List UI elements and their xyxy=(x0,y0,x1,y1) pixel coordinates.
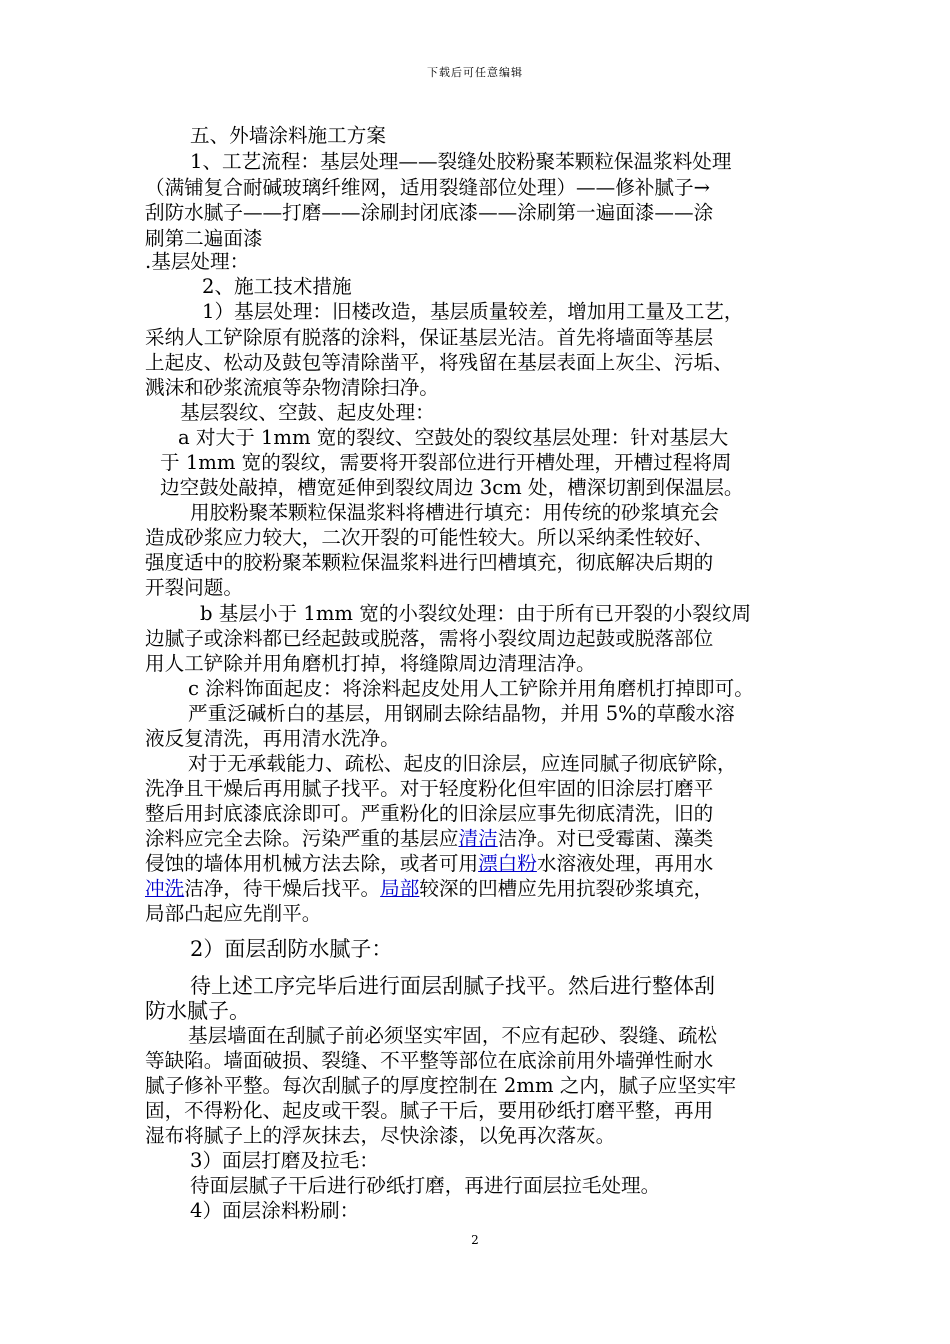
subsection-heading: 3）面层打磨及拉毛： xyxy=(190,1149,379,1172)
subsection-heading: 2、施工技术措施 xyxy=(202,275,352,298)
paragraph-line: 湿布将腻子上的浮灰抹去，尽快涂漆，以免再次落灰。 xyxy=(145,1124,616,1147)
text-run: 水溶液处理，再用水 xyxy=(536,852,714,875)
paragraph-line: 基层墙面在刮腻子前必须坚实牢固，不应有起砂、裂缝、疏松 xyxy=(188,1024,718,1047)
paragraph-line: 强度适中的胶粉聚苯颗粒保温浆料进行凹槽填充，彻底解决后期的 xyxy=(145,551,714,574)
page-number: 2 xyxy=(471,1233,479,1247)
text-run: 涂料应完全去除。污染严重的基层应 xyxy=(145,827,459,850)
paragraph-line: 采纳人工铲除原有脱落的涂料，保证基层光洁。首先将墙面等基层 xyxy=(145,326,714,349)
subsection-heading: 4）面层涂料粉刷： xyxy=(190,1199,360,1222)
paragraph-line: .基层处理： xyxy=(145,250,250,273)
paragraph-line: 等缺陷。墙面破损、裂缝、不平整等部位在底涂前用外墙弹性耐水 xyxy=(145,1049,714,1072)
paragraph-line: 基层裂纹、空鼓、起皮处理： xyxy=(180,401,435,424)
paragraph-line: 边腻子或涂料都已经起鼓或脱落，需将小裂纹周边起鼓或脱落部位 xyxy=(145,627,714,650)
paragraph-line: 用胶粉聚苯颗粒保温浆料将槽进行填充：用传统的砂浆填充会 xyxy=(190,501,720,524)
paragraph-line: b 基层小于 1mm 宽的小裂纹处理：由于所有已开裂的小裂纹周 xyxy=(200,602,752,625)
link-local[interactable]: 局部 xyxy=(380,877,420,900)
paragraph-line: 对于无承载能力、疏松、起皮的旧涂层，应连同腻子彻底铲除， xyxy=(188,752,737,775)
text-run: 洁净。对已受霉菌、藻类 xyxy=(497,827,714,850)
paragraph-line: 用人工铲除并用角磨机打掉，将缝隙周边清理洁净。 xyxy=(145,652,596,675)
page-header: 下载后可任意编辑 xyxy=(427,66,523,79)
text-run: 侵蚀的墙体用机械方法去除，或者可用 xyxy=(145,852,479,875)
paragraph-line xyxy=(145,827,825,851)
paragraph-line: 造成砂浆应力较大，二次开裂的可能性较大。所以采纳柔性较好、 xyxy=(145,526,714,549)
text-run: 洁净，待干燥后找平。 xyxy=(184,877,381,900)
paragraph-line: 1、工艺流程：基层处理——裂缝处胶粉聚苯颗粒保温浆料处理 xyxy=(190,150,732,173)
paragraph-line: 上起皮、松动及鼓包等清除凿平，将残留在基层表面上灰尘、污垢、 xyxy=(145,351,733,374)
paragraph-line: 待上述工序完毕后进行面层刮腻子找平。然后进行整体刮 xyxy=(190,974,715,998)
paragraph-line xyxy=(145,852,825,876)
paragraph-line: 待面层腻子干后进行砂纸打磨，再进行面层拉毛处理。 xyxy=(190,1174,661,1197)
paragraph-line: 洗净且干燥后再用腻子找平。对于轻度粉化但牢固的旧涂层打磨平 xyxy=(145,777,714,800)
text-run: 较深的凹槽应先用抗裂砂浆填充， xyxy=(419,877,714,900)
paragraph-line: 刮防水腻子——打磨——涂刷封闭底漆——涂刷第一遍面漆——涂 xyxy=(145,201,714,224)
paragraph-line: 溅沫和砂浆流痕等杂物清除扫净。 xyxy=(145,376,439,399)
paragraph-line: 防水腻子。 xyxy=(145,999,250,1023)
paragraph-line xyxy=(145,877,825,901)
paragraph-line: 边空鼓处敲掉，槽宽延伸到裂纹周边 3cm 处，槽深切割到保温层。 xyxy=(160,476,744,499)
paragraph-line: 严重泛碱析白的基层，用钢刷去除结晶物，并用 5%的草酸水溶 xyxy=(188,702,735,725)
paragraph-line: 开裂问题。 xyxy=(145,576,243,599)
link-bleaching-powder[interactable]: 漂白粉 xyxy=(478,852,537,875)
link-rinse[interactable]: 冲洗 xyxy=(145,877,185,900)
paragraph-line: 整后用封底漆底涂即可。严重粉化的旧涂层应事先彻底清洗，旧的 xyxy=(145,802,714,825)
subsection-heading: 2）面层刮防水腻子： xyxy=(190,937,393,961)
paragraph-line: 腻子修补平整。每次刮腻子的厚度控制在 2mm 之内，腻子应坚实牢 xyxy=(145,1074,737,1097)
paragraph-line: a 对大于 1mm 宽的裂纹、空鼓处的裂纹基层处理：针对基层大 xyxy=(178,426,729,449)
paragraph-line: 液反复清洗，再用清水洗净。 xyxy=(145,727,400,750)
paragraph-line: 刷第二遍面漆 xyxy=(145,227,263,250)
section-heading: 五、外墙涂料施工方案 xyxy=(190,124,386,147)
paragraph-line: 局部凸起应先削平。 xyxy=(145,902,322,925)
paragraph-line: 固，不得粉化、起皮或干裂。腻子干后，要用砂纸打磨平整，再用 xyxy=(145,1099,714,1122)
paragraph-line: （满铺复合耐碱玻璃纤维网，适用裂缝部位处理）——修补腻子→ xyxy=(145,176,711,199)
link-cleaning[interactable]: 清洁 xyxy=(458,827,498,850)
paragraph-line: c 涂料饰面起皮：将涂料起皮处用人工铲除并用角磨机打掉即可。 xyxy=(188,677,754,700)
paragraph-line: 于 1mm 宽的裂纹，需要将开裂部位进行开槽处理，开槽过程将周 xyxy=(160,451,732,474)
paragraph-line: 1）基层处理：旧楼改造，基层质量较差，增加用工量及工艺， xyxy=(202,300,744,323)
